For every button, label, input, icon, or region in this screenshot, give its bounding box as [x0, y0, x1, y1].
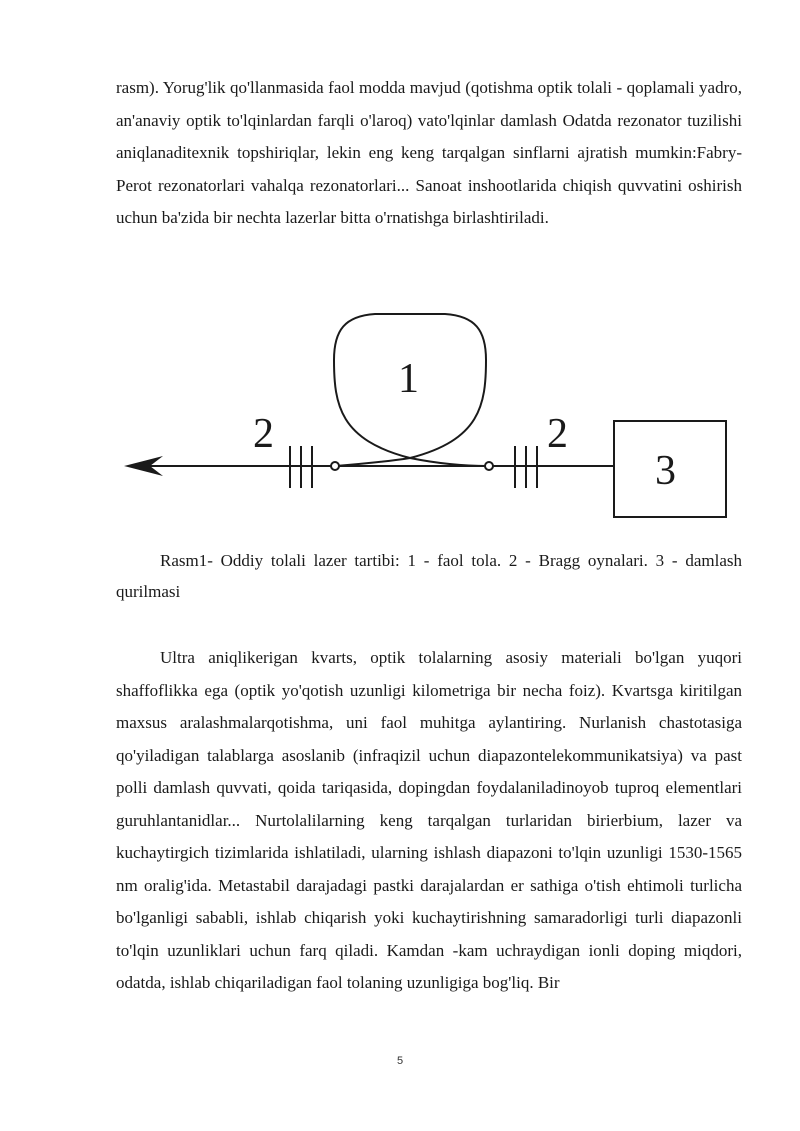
splice-point-left [331, 462, 339, 470]
fiber-laser-diagram [0, 290, 800, 530]
page-number: 5 [396, 1055, 404, 1067]
label-bragg-left: 2 [253, 411, 274, 457]
label-bragg-right: 2 [547, 411, 568, 457]
splice-point-right [485, 462, 493, 470]
body-paragraph-1: rasm). Yorug'lik qo'llanmasida faol modda mavjud (qotishma optik tolali - qoplamali yadro, an'anaviy optik to'lqinlardan farqli o'laroq) vato'lqinlar damlash Odatda rezonator tuzilishi aniqlanaditexnik topshiriqlar, lekin eng keng tarqalgan sinflarni ajratish mumkin:Fabry-Perot rezonatorlari vahalqa rezonatorlari... Sanoat inshootlarida chiqish quvvatini oshirish uchun ba'zida bir nechta lazerlar bitta o'rnatishga birlashtiriladi. [116, 78, 742, 227]
body-paragraph-2: Ultra aniqlikerigan kvarts, optik tolalarning asosiy materiali bo'lgan yuqori shaffoflikka ega (optik yo'qotish uzunligi kilometriga bir necha foiz). Kvartsga kiritilgan maxsus aralashmalarqotishma, uni faol muhitga aylantiring. Nurlanish chastotasiga qo'yiladigan talablarga asoslanib (infraqizil uchun diapazontelekommunikatsiya) va past polli damlash quvvati, qoida tariqasida, dopingdan foydalaniladinoyob tuproq elementlari guruhlantanidlar... Nurtolalilarning keng tarqalgan turlaridan birierbium, lazer va kuchaytirgich tizimlarida ishlatiladi, ularning ishlash diapazoni to'lqin uzunligi 1530-1565 nm oralig'ida. Metastabil darajadagi pastki darajalardan er sathiga o'tish ehtimoli turlicha bo'lganligi sababli, ishlab chiqarish yoki kuchaytirishning samaradorligi turli diapazonli to'lqin uzunliklari uchun farq qiladi. Kamdan -kam uchraydigan ionli doping miqdori, odatda, ishlab chiqariladigan faol tolaning uzunligiga bog'liq. Bir [116, 648, 742, 992]
figure-caption: Rasm1- Oddiy tolali lazer tartibi: 1 - faol tola. 2 - Bragg oynalari. 3 - damlash qurilmasi [116, 551, 742, 601]
label-active-fiber: 1 [398, 356, 419, 402]
label-pump-device: 3 [655, 448, 676, 494]
